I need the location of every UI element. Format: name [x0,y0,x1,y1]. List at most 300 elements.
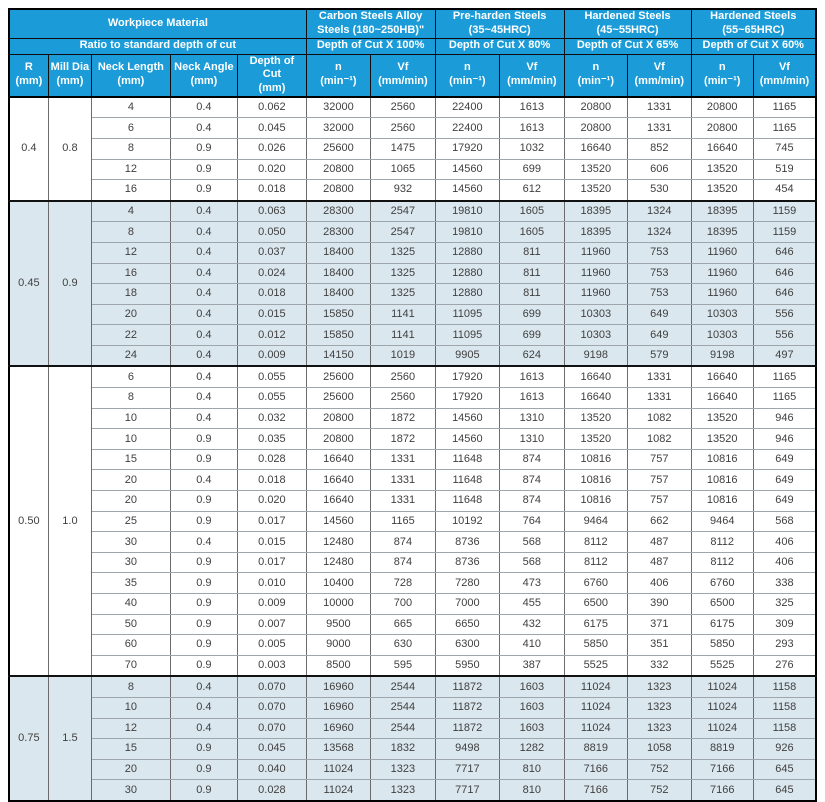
header-row-depth-ratio [9,38,816,54]
n-cell: 11960 [564,242,627,263]
n-cell: 8112 [564,552,627,573]
n-cell: 18395 [564,201,627,222]
table-row [9,345,816,366]
col-header-mill-dia: Mill Dia (mm) [48,54,91,97]
vf-cell: 455 [500,594,564,615]
vf-cell: 568 [753,511,816,532]
neck-length-cell: 12 [92,718,171,739]
vf-cell: 406 [753,532,816,553]
neck-length-cell: 16 [92,180,171,201]
vf-cell: 1310 [500,429,564,450]
n-cell: 18400 [306,263,370,284]
neck-angle-cell: 0.9 [170,655,237,676]
vf-cell: 1331 [628,388,691,409]
depth-of-cut-cell: 0.040 [238,759,307,780]
n-cell: 11960 [691,242,753,263]
n-cell: 16640 [306,449,370,470]
n-cell: 16960 [306,697,370,718]
vf-cell: 645 [753,759,816,780]
vf-cell: 1872 [371,429,435,450]
vf-cell: 1331 [371,449,435,470]
n-cell: 20800 [564,97,627,118]
depth-of-cut-cell: 0.009 [238,345,307,366]
mill-dia-cell: 1.5 [48,676,91,801]
vf-cell: 371 [628,614,691,635]
n-cell: 6500 [564,594,627,615]
vf-cell: 325 [753,594,816,615]
group-name-line1: Hardened Steels [584,10,671,22]
vf-cell: 1323 [628,697,691,718]
neck-length-cell: 16 [92,263,171,284]
n-cell: 13568 [306,739,370,760]
n-cell: 7717 [435,759,499,780]
n-cell: 16640 [306,491,370,512]
r-cell: 0.75 [9,676,48,801]
vf-cell: 2547 [371,222,435,243]
n-cell: 13520 [691,408,753,429]
header-row-columns [9,54,816,97]
n-cell: 16640 [564,138,627,159]
neck-length-cell: 30 [92,780,171,801]
n-cell: 28300 [306,201,370,222]
n-cell: 11024 [691,718,753,739]
n-cell: 5525 [564,655,627,676]
n-cell: 8736 [435,552,499,573]
col-header-vf-1: Vf (mm/min) [371,54,435,97]
vf-cell: 1872 [371,408,435,429]
table-row [9,470,816,491]
neck-angle-cell: 0.4 [170,97,237,118]
table-row [9,655,816,676]
table-row [9,284,816,305]
vf-cell: 1325 [371,284,435,305]
n-cell: 13520 [564,408,627,429]
vf-cell: 1141 [371,325,435,346]
vf-cell: 757 [628,491,691,512]
depth-of-cut-cell: 0.032 [238,408,307,429]
n-cell: 32000 [306,97,370,118]
table-row [9,263,816,284]
neck-angle-cell: 0.4 [170,345,237,366]
table-row [9,759,816,780]
n-cell: 11872 [435,676,499,697]
vf-cell: 1159 [753,222,816,243]
depth-of-cut-cell: 0.015 [238,532,307,553]
neck-angle-cell: 0.4 [170,304,237,325]
n-cell: 25600 [306,138,370,159]
vf-cell: 728 [371,573,435,594]
vf-cell: 1165 [753,118,816,139]
n-cell: 20800 [691,97,753,118]
n-cell: 12480 [306,552,370,573]
n-cell: 10816 [691,470,753,491]
vf-cell: 1323 [371,759,435,780]
n-cell: 20800 [306,159,370,180]
vf-cell: 309 [753,614,816,635]
neck-angle-cell: 0.4 [170,325,237,346]
n-cell: 11648 [435,470,499,491]
n-cell: 14560 [306,511,370,532]
vf-cell: 1324 [628,201,691,222]
mill-dia-cell: 0.8 [48,97,91,201]
neck-length-cell: 20 [92,304,171,325]
n-cell: 18395 [691,222,753,243]
n-cell: 12880 [435,263,499,284]
n-cell: 9000 [306,635,370,656]
vf-cell: 1158 [753,697,816,718]
neck-angle-cell: 0.4 [170,388,237,409]
n-cell: 13520 [564,180,627,201]
n-cell: 12880 [435,284,499,305]
n-cell: 9464 [564,511,627,532]
n-cell: 13520 [564,159,627,180]
vf-cell: 390 [628,594,691,615]
n-cell: 6500 [691,594,753,615]
vf-cell: 487 [628,532,691,553]
vf-cell: 649 [628,325,691,346]
vf-cell: 646 [753,284,816,305]
col-header-n-1: n (min⁻¹) [306,54,370,97]
n-cell: 13520 [691,159,753,180]
depth-of-cut-cell: 0.070 [238,697,307,718]
vf-cell: 1032 [500,138,564,159]
table-row [9,552,816,573]
vf-cell: 811 [500,263,564,284]
n-cell: 7717 [435,780,499,801]
n-cell: 19810 [435,201,499,222]
vf-cell: 1603 [500,676,564,697]
neck-angle-cell: 0.9 [170,552,237,573]
vf-cell: 406 [753,552,816,573]
n-cell: 11024 [306,759,370,780]
r-cell: 0.50 [9,366,48,676]
group-name-line1: Carbon Steels Alloy [318,10,423,22]
n-cell: 5850 [564,635,627,656]
n-cell: 20800 [306,429,370,450]
depth-of-cut-cell: 0.005 [238,635,307,656]
vf-cell: 753 [628,242,691,263]
n-cell: 6300 [435,635,499,656]
group-name-line2: (55~65HRC) [722,23,785,36]
n-cell: 9498 [435,739,499,760]
n-cell: 9464 [691,511,753,532]
n-cell: 10303 [564,304,627,325]
vf-cell: 568 [500,532,564,553]
depth-of-cut-cell: 0.003 [238,655,307,676]
n-cell: 20800 [306,180,370,201]
neck-angle-cell: 0.9 [170,138,237,159]
neck-length-cell: 30 [92,532,171,553]
n-cell: 9198 [564,345,627,366]
n-cell: 5850 [691,635,753,656]
depth-of-cut-cell: 0.050 [238,222,307,243]
neck-angle-cell: 0.4 [170,697,237,718]
neck-angle-cell: 0.9 [170,159,237,180]
n-cell: 22400 [435,118,499,139]
vf-cell: 1323 [628,718,691,739]
vf-cell: 874 [371,532,435,553]
vf-cell: 700 [371,594,435,615]
n-cell: 11024 [691,676,753,697]
group-name-line1: Pre-harden Steels [452,10,547,22]
table-row [9,614,816,635]
vf-cell: 530 [628,180,691,201]
vf-cell: 926 [753,739,816,760]
n-cell: 13520 [564,429,627,450]
vf-cell: 568 [500,552,564,573]
vf-cell: 699 [500,159,564,180]
neck-angle-cell: 0.9 [170,511,237,532]
n-cell: 8500 [306,655,370,676]
n-cell: 17920 [435,388,499,409]
n-cell: 11095 [435,325,499,346]
vf-cell: 1325 [371,242,435,263]
vf-cell: 2560 [371,366,435,387]
n-cell: 9500 [306,614,370,635]
n-cell: 11872 [435,718,499,739]
n-cell: 25600 [306,388,370,409]
vf-cell: 332 [628,655,691,676]
n-cell: 11960 [564,263,627,284]
vf-cell: 351 [628,635,691,656]
vf-cell: 497 [753,345,816,366]
vf-cell: 699 [500,304,564,325]
vf-cell: 646 [753,242,816,263]
depth-of-cut-cell: 0.012 [238,325,307,346]
vf-cell: 432 [500,614,564,635]
vf-cell: 1331 [628,366,691,387]
neck-angle-cell: 0.4 [170,242,237,263]
n-cell: 11024 [306,780,370,801]
group-name-line2: Steels (180~250HB)" [317,23,425,36]
depth-of-cut-cell: 0.055 [238,366,307,387]
material-group-hardened-45-55 [564,9,691,38]
vf-cell: 1282 [500,739,564,760]
n-cell: 6175 [691,614,753,635]
col-header-neck-length: Neck Length (mm) [92,54,171,97]
n-cell: 6650 [435,614,499,635]
depth-of-cut-cell: 0.035 [238,429,307,450]
neck-length-cell: 10 [92,429,171,450]
vf-cell: 645 [753,780,816,801]
vf-cell: 1058 [628,739,691,760]
neck-angle-cell: 0.4 [170,366,237,387]
vf-cell: 2544 [371,697,435,718]
table-row [9,635,816,656]
vf-cell: 811 [500,242,564,263]
depth-of-cut-cell: 0.028 [238,449,307,470]
vf-cell: 1603 [500,697,564,718]
vf-cell: 649 [753,449,816,470]
depth-ratio-60: Depth of Cut X 60% [691,38,816,54]
n-cell: 18400 [306,242,370,263]
vf-cell: 2560 [371,97,435,118]
n-cell: 6760 [691,573,753,594]
table-row [9,388,816,409]
n-cell: 28300 [306,222,370,243]
neck-length-cell: 50 [92,614,171,635]
depth-of-cut-cell: 0.018 [238,284,307,305]
n-cell: 5525 [691,655,753,676]
vf-cell: 1323 [371,780,435,801]
vf-cell: 2560 [371,388,435,409]
neck-angle-cell: 0.9 [170,573,237,594]
depth-of-cut-cell: 0.018 [238,470,307,491]
vf-cell: 811 [500,284,564,305]
n-cell: 11024 [564,676,627,697]
neck-angle-cell: 0.9 [170,739,237,760]
table-row [9,201,816,222]
vf-cell: 665 [371,614,435,635]
col-header-vf-3: Vf (mm/min) [628,54,691,97]
col-header-n-2: n (min⁻¹) [435,54,499,97]
table-row [9,304,816,325]
n-cell: 11960 [564,284,627,305]
n-cell: 7166 [564,780,627,801]
n-cell: 8819 [564,739,627,760]
vf-cell: 612 [500,180,564,201]
depth-of-cut-cell: 0.055 [238,388,307,409]
neck-angle-cell: 0.9 [170,780,237,801]
vf-cell: 1331 [628,97,691,118]
neck-length-cell: 8 [92,222,171,243]
vf-cell: 753 [628,284,691,305]
n-cell: 7166 [564,759,627,780]
neck-length-cell: 25 [92,511,171,532]
n-cell: 10816 [564,491,627,512]
vf-cell: 1331 [371,491,435,512]
depth-of-cut-cell: 0.024 [238,263,307,284]
n-cell: 15850 [306,304,370,325]
header-row-materials [9,9,816,38]
depth-of-cut-cell: 0.017 [238,552,307,573]
table-row [9,366,816,387]
neck-angle-cell: 0.4 [170,118,237,139]
n-cell: 22400 [435,97,499,118]
table-row [9,573,816,594]
neck-length-cell: 12 [92,159,171,180]
vf-cell: 2544 [371,718,435,739]
vf-cell: 579 [628,345,691,366]
neck-length-cell: 18 [92,284,171,305]
material-group-carbon-steels [306,9,435,38]
neck-length-cell: 15 [92,449,171,470]
neck-length-cell: 20 [92,759,171,780]
depth-of-cut-cell: 0.009 [238,594,307,615]
table-row [9,739,816,760]
vf-cell: 1082 [628,429,691,450]
group-name-line1: Hardened Steels [710,10,797,22]
n-cell: 18395 [564,222,627,243]
group-name-line2: (35~45HRC) [468,23,531,36]
vf-cell: 752 [628,780,691,801]
vf-cell: 1832 [371,739,435,760]
depth-of-cut-cell: 0.020 [238,159,307,180]
vf-cell: 1613 [500,97,564,118]
mill-dia-cell: 0.9 [48,201,91,367]
n-cell: 11648 [435,449,499,470]
n-cell: 17920 [435,138,499,159]
n-cell: 16960 [306,718,370,739]
depth-ratio-100: Depth of Cut X 100% [306,38,435,54]
neck-length-cell: 20 [92,470,171,491]
vf-cell: 487 [628,552,691,573]
n-cell: 10303 [691,325,753,346]
vf-cell: 387 [500,655,564,676]
col-header-neck-angle: Neck Angle (mm) [170,54,237,97]
n-cell: 8819 [691,739,753,760]
col-header-n-4: n (min⁻¹) [691,54,753,97]
n-cell: 10192 [435,511,499,532]
ratio-label: Ratio to standard depth of cut [9,38,306,54]
vf-cell: 649 [628,304,691,325]
table-row [9,408,816,429]
neck-length-cell: 8 [92,388,171,409]
vf-cell: 946 [753,408,816,429]
neck-angle-cell: 0.9 [170,180,237,201]
neck-length-cell: 30 [92,552,171,573]
n-cell: 12880 [435,242,499,263]
neck-angle-cell: 0.9 [170,449,237,470]
neck-length-cell: 10 [92,408,171,429]
n-cell: 5950 [435,655,499,676]
vf-cell: 293 [753,635,816,656]
n-cell: 20800 [564,118,627,139]
vf-cell: 646 [753,263,816,284]
depth-of-cut-cell: 0.063 [238,201,307,222]
vf-cell: 1019 [371,345,435,366]
depth-of-cut-cell: 0.062 [238,97,307,118]
vf-cell: 1331 [371,470,435,491]
neck-length-cell: 10 [92,697,171,718]
vf-cell: 1141 [371,304,435,325]
depth-of-cut-cell: 0.015 [238,304,307,325]
vf-cell: 1310 [500,408,564,429]
depth-of-cut-cell: 0.070 [238,718,307,739]
n-cell: 7000 [435,594,499,615]
vf-cell: 753 [628,263,691,284]
n-cell: 11095 [435,304,499,325]
group-name-line2: (45~55HRC) [596,23,659,36]
n-cell: 6175 [564,614,627,635]
vf-cell: 1158 [753,676,816,697]
n-cell: 13520 [691,180,753,201]
r-cell: 0.45 [9,201,48,367]
n-cell: 11960 [691,263,753,284]
mill-dia-cell: 1.0 [48,366,91,676]
n-cell: 16640 [691,366,753,387]
n-cell: 20800 [691,118,753,139]
vf-cell: 757 [628,470,691,491]
neck-angle-cell: 0.9 [170,635,237,656]
col-header-depth-of-cut: Depth of Cut (mm) [238,54,307,97]
neck-angle-cell: 0.4 [170,532,237,553]
n-cell: 10816 [691,449,753,470]
table-row [9,532,816,553]
neck-length-cell: 35 [92,573,171,594]
vf-cell: 662 [628,511,691,532]
n-cell: 19810 [435,222,499,243]
vf-cell: 1082 [628,408,691,429]
neck-angle-cell: 0.4 [170,408,237,429]
table-row [9,697,816,718]
vf-cell: 519 [753,159,816,180]
neck-length-cell: 8 [92,676,171,697]
n-cell: 20800 [306,408,370,429]
table-row [9,242,816,263]
n-cell: 14150 [306,345,370,366]
neck-angle-cell: 0.9 [170,614,237,635]
